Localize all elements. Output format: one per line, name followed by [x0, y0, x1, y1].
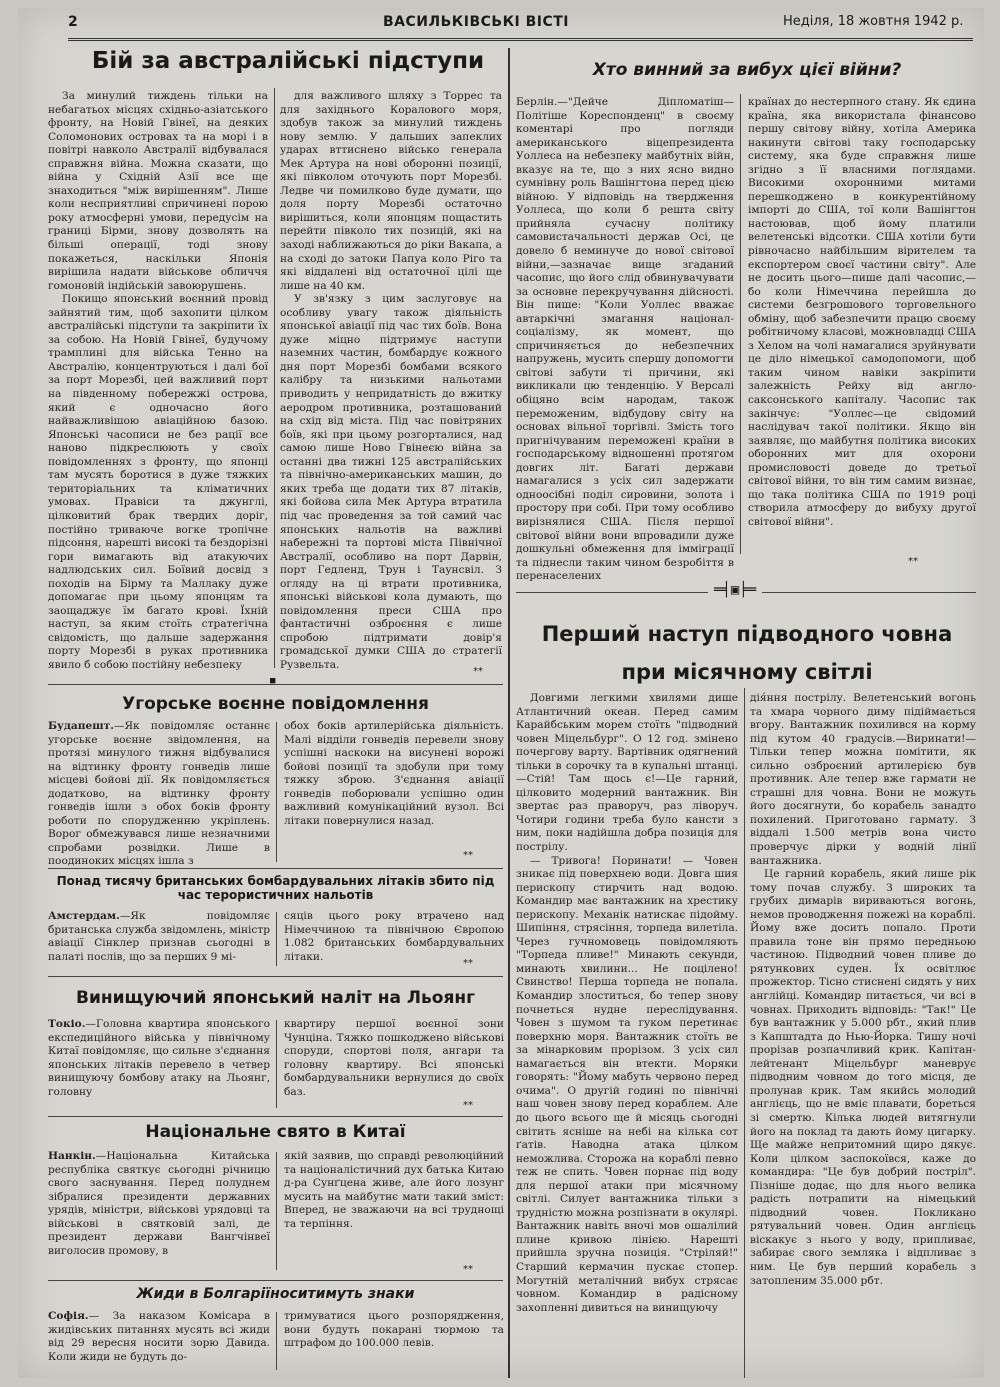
- article-china-col2: якій заявив, що справді революційний та націоналістичний дух батька Китаю д-ра Сунґцена живе, але його лозунг мусить на майбутнє мати такий зміст: Вперед, не зважаючи на всі труднощі та терпіння.: [284, 1150, 504, 1230]
- article-lyoyang-col2: квартиру першої воєнної зони Чунціна. Тяжко пошкоджено військові споруди, спортові поля, ангари та головну квартиру. Всі японські бомбардувальники вернулися до своїх баз.: [284, 1018, 504, 1098]
- column-rule: [276, 912, 277, 966]
- article-submarine-col2: дія́ння пострілу. Велетенський вогонь та хмара чорного диму підіймається вгору. Вантажник похилився на корму під кутом 40 градусів.—Виринати!—Тільки тепер можна помітити, як сильно озброєний артилерією був противник. Але тепер вже гармати не страшні для човна. Вони не можуть його досягнути, бо корабель занадто похилений. Приготовано гармату. З віддалі 1.500 метрів вона чисто проверчує дірки у водній лінії вантажника. Це гарний корабель, який лише рік тому почав службу. З широких та грубих димарів вириваються вогонь, немов проводження пожежі на кораблі. Йому вже досить попало. Проти правила тоне він прямо передньою частиною. Підводний човен пливе до рятункових суден. Їх освітлює прожектор. Тісно стиснені сидять у них англійці. Командир питається, чи всі в човнах. Приходить відповідь: "Так!" Це був вантажник у 5.000 рбт., який плив з Капштадта до Нью-Йорка. Тишу ночі прорізав розпачливий крик. Капітан-лейтенант Міцельбург маневрує підводним човном до того місця, де пролунав крик. Там якийсь молодий англієць, що не вміє плавати, бореться зі смертю. Кілька людей витягнули його на поклад та дають йому цигарку. Ще майже непритомний щиро дякує. Коли цілком заспокоївся, каже до командира: "Це був добрий постріл". Пізніше додає, що для нього велика радість потрапити на німецький підводний човен. Покликано рятувальний човен. Один англієць віскакує з нього у воду, припливає, забирає свого земляка і відпливає з ним. Це був перший корабель з затопленим 35.000 рбт.: [750, 692, 976, 1287]
- end-mark: **: [463, 958, 473, 969]
- newspaper-title: ВАСИЛЬКІВСЬКІ ВІСТІ: [383, 14, 570, 30]
- issue-date: Неділя, 18 жовтня 1942 р.: [783, 14, 964, 29]
- headline-lyoyang: Винищуючий японський наліт на Льоянг: [75, 988, 476, 1008]
- section-rule: [48, 1280, 503, 1281]
- section-rule: [48, 1116, 503, 1117]
- section-rule: [48, 868, 503, 869]
- end-mark: **: [473, 666, 483, 677]
- end-mark: **: [463, 850, 473, 861]
- article-china-col1: Нанкін.—Національна Китайська республіка святкує сьогодні річницю свого заснування. Перед полуднем зібралися президенти державних урядів, міністри, військові урядовці та військові в святковій залі, де президент держави Вангчінвеї виголосив промову, в: [48, 1150, 270, 1257]
- article-who-guilty-col1: Берлін.—"Дейче Діпломатіш—Політіше Кореспонденц" в своєму коментарі про погляди американського віцепрезидента Уоллеса на небезпеку майбутніх війн, вказує на те, що з них ясно видно сумнівну роль Вашінгтона перед цією війною. У відповідь на твердження Уоллеса, що коли б решта світу прийняла сучасну політику самовистачальності держав Осі, це довело б неминуче до нової світової війни,—зазначає вище згаданий часопис, що його слід обвинувачувати за основне перекручування дійсності. Він пише: "Коли Уоллес вважає автаркічні змагання націонал-соціалізму, як момент, що спричиняється до небезпечних напружень, мусить спершу допомогти світові забути ті причини, які викликали цю тенденцію. У Версалі обіцяно всім народам, також переможеним, відбудову світу на основах вільної торгівлі. Змість того пригнічуваним переможені країни в господарському відношенні протягом довгих літ. Багаті держави намагалися з усіх сил задержати одноосібні поділ сировини, золота і простору при собі. При тому особливо вирізнялися США. Після першої світової війни вони впровадили дуже дошкульні обмеження для імміграції та піднесли таким чином безробіття в перенаселених: [516, 96, 734, 583]
- headline-british-bombers: Понад тисячу британських бомбардувальних літаків збито під час терористичних нальотів: [56, 874, 495, 902]
- section-rule: [48, 684, 503, 685]
- article-hungarian-col1: Будапешт.—Як повідомляє останнє угорське воєнне звідомлення, на протязі минулого тижня відбувалися на відтинку фронту гонведів лише місцеві бойові дії. Як повідомляється додатково, на відтинку фронту гонведів ішли з обох боків фронту роботи по спорудженню укріплень. Ворог обмежувався лише незначними спробами розвідки. Лише в поодиноких місцях ішла з: [48, 720, 270, 868]
- article-australia-col2: для важливого шляху з Торрес та для західнього Коралового моря, здобув також за минулий тиждень нову землю. У дальших запеклих ударах вттиснено військо генерала Мек Артура на нові оборонні позиції, які півколом оточують порт Морезбі. Ледве чи помилково буде думати, що доля порту Морезбі остаточно вирішиться, коли японцям пощастить перейти півколо тих позицій, які на заході наближаються до ріки Вакапа, а на сході до затоки Папуа коло Ріго та які віддалені від остаточної цілі ще лише на 40 км. У зв'язку з цим заслуговує на особливу увагу також діяльність японської авіації під час тих боїв. Вона дуже міцно підтримує наступи наземних частин, бомбардує кожного дня порт Морезбі бомбами всякого калібру та низькими нальотами приводить у непридатність до вжитку аеродром противника, розташований на схід від міста. Під час повітряних боїв, які при цьому розгорталися, над самою лише Ново Гвінеєю війна за останні два тижні 125 австралійських та північно-американських машин, до яких треба ще додати тих 87 літаків, які бойова сила Мек Артура втратила під час проведення за той самий час японських нальотів на важливі набережні та портові міста Північної Австралії, особливо на порт Дарвін, порт Гедленд, Трун і Таунсвіл. З огляду на ці втрати противника, японські військові кола думають, що повідомлення преси США про фантастичні озброєння є лише спробою підтримати довір'я громадської думки США до стратегії Рузвельта.: [280, 90, 502, 671]
- column-rule: [276, 1312, 277, 1370]
- headline-submarine-line1: Перший наступ підводного човна: [541, 622, 953, 646]
- column-rule: [276, 1020, 277, 1108]
- headline-submarine-line2: при місячному світлі: [621, 660, 873, 684]
- headline-hungarian: Угорське воєнне повідомлення: [122, 694, 429, 714]
- article-submarine-col1: Довгими легкими хвилями дише Атлантичний океан. Перед самим Карайбським морем стоїть "підводний човен Міцельбург". О 12 год. змінено почергову варту. Вартівник одягнений тільки в сорочку та в купальні штанці.—Стій! Там щось є!—Це гарний, цілковито модерний вантажник. Він звертає раз праворуч, раз ліворуч. Чотири години треба було кансти з ним, поки надійшла добра позиція для пострілу. — Тривога! Поринати! — Човен зникає під поверхнею води. Довга шия перископу стирчить над водою. Командир має вантажник на хрестику перископу. Механік натискає підойму. Шипіння, стрясіння, торпеда вилетіла. Через гучномовець повідомляють "Торпеда пливе!" Минають секунди, минають хвилини... Не поцілено! Свинство! Перша торпеда не попала. Командир злоститься, бо тепер знову почнеться нудне переслідування. Човен з шумом та гуком перетинає поверхню моря. Вантажник стоїть ве за мінарковим прорізом. З усіх сил намагається він втекти. Моряки говорять: "Йому мабуть червоно перед очима". О другій годині по північні наш човен знову перед кораблем. Але до цього всього ще й місяць сьогодні світить ясніше на небі на кілька сот ґатів. Наводна атака цілком неможлива. Сторожа на кораблі певно теж не спить. Човен порнає під воду для першої атаки при місячному світлі. Силует вантажника тільки з трудністю можна розпізнати в окулярі. Вантажник навіть вночі мов ошалілий плине кривою лінією. Нарешті прийшла зручна позиція. "Стріляй!" Старший кермачин пускає стопер. Могутній металічний вибух стрясає човном. Командир в радісному захопленні дивиться на винищуючу: [516, 692, 738, 1314]
- headline-china: Національне свято в Китаї: [145, 1122, 406, 1142]
- end-mark: **: [463, 1264, 473, 1275]
- end-mark: **: [463, 1100, 473, 1111]
- article-bulgaria-col2: тримуватися цього розпорядження, вони будуть покарані тюрмою та штрафом до 100.000 левів.: [284, 1310, 504, 1350]
- section-rule: [48, 976, 503, 977]
- article-hungarian-col2: обох боків артилерійська діяльність. Малі відділи гонведів перевели знову успішні наскоки на висунені ворожі бойові позиції та здобули при тому тяжку зброю. З'єднання авіації гонведів поборювали успішно один важливий комунікаційний вузол. Всі літаки повернулися назад.: [284, 720, 504, 827]
- newspaper-page: [18, 8, 984, 1378]
- masthead-rule: [68, 38, 973, 41]
- column-rule: [744, 688, 745, 1378]
- article-who-guilty-col2: країнах до нестерпного стану. Як єдина країна, яка використала фінансово першу світову війну, хотіла Америка накинути світові таку господарську систему, яка буде справжня лише згідно з її власними поглядами. Високими охоронними митами перешкоджено в конкурентійному імпорті до США, тої коли Вашінгтон настоював, щоб йому платили велетенські відсотки. США хотіли бути рівночасно найбільшим вірителем та експортером своєї частини світу". Але не досить цього—пише далі часопис,—бо коли Німеччина перейшла до системи безгрошового торговельного обміну, щоб забезпечити працю своєму робітничому класові, можновладці США з Хелом на чолі намагалися зруйнувати це діло німецької самодопомоги, щоб таким чином навіки закріпити залежність Рейху від англо-саксонського капіталу. Часопис так закінчує: "Уоллес—це свідомий наслідувач такої політики. Якщо він заявляє, що майбутня політика високих оборонних мит для охорони промисловості доведе до третьої світової війни, то він тим самим визнає, що така політика США по 1919 році створила атмосферу до вибуху другої світової війни".: [748, 96, 976, 528]
- page-number: 2: [68, 14, 78, 30]
- article-british-bombers-col1: Амстердам.—Як повідомляє британська служба звідомлень, міністр авіації Сінклер признав сьогодні в палаті послів, що за перших 9 мі-: [48, 910, 270, 963]
- column-rule: [274, 88, 275, 668]
- column-rule: [740, 94, 741, 554]
- headline-who-guilty: Хто винний за вибух цієї війни?: [592, 60, 902, 80]
- column-rule: [276, 722, 277, 862]
- end-mark: **: [908, 556, 918, 567]
- article-lyoyang-col1: Токіо.—Головна квартира японського експедиційного війська у північному Китаї повідомляє, що сильне з'єднання японських літаків перевело в четвер винищуючу бомбову атаку на Льоянг, головну: [48, 1018, 270, 1098]
- divider-dot: ■: [270, 676, 276, 686]
- headline-bulgaria: Жиди в Болгаріїноситимуть знаки: [136, 1286, 415, 1302]
- headline-australia: Бій за австралійські підступи: [91, 48, 485, 74]
- article-australia-col1: За минулий тиждень тільки на небагатьох місцях східньо-азіатського фронту, на Новій Гвінеї, на деяких Соломонових островах та на морі і в повітрі навколо Австралії відбувалася справжня війна. Можна сказати, що війна у Східній Азії все ще знаходиться "між вирішенням". Лише коли несприятливі спричинені порою року атмосферні умови, передусім на границі Бірми, знову дозволять на більші операції, тоді знову покажеться, наскільки Японія вирішила надати військове обличчя гомоновій індійській завоюрушень. Покищо японський воєнний провід зайнятий тим, щоб захопити цілком австралійські підступи та закріпити їх за собою. На Новій Гвінеї, будучому трамплині для війська Тенно на Австралію, концентруються і далі бої за порт Морезбі, цей важливий порт на південному побережжі острова, який є одночасно його найважливішою авіаційною базою. Японські часописи не без рації все наново підкреслюють у своїх повідомленнях з фронту, що японці там мусять боротися в дуже тяжких територіальних та кліматичних умовах. Правіси та джунглі, цілковитий брак твердих доріг, постійно триваюче вогке тропічне підсоння, нарешті високі та бездорізні гори вимагають від атакуючих надлюдських сил. Боївий досвід з походів на Бірму та Маллаку дуже допомагає при цьому японцям та заощаджує їм багато крові. Їхній наступ, за яким стоїть стратегічна свідомість, що дальше задержання порту Морезбі в руках противника явило б собою постійну небезпеку: [48, 90, 268, 671]
- center-rule: [508, 48, 510, 1378]
- section-divider-ornament: ═╡▣╞═: [708, 582, 762, 598]
- article-bulgaria-col1: Софія.— За наказом Комісара в жидівських питаннях мусять всі жиди від 29 вересня носити зорю Давида. Коли жиди не будуть до-: [48, 1310, 270, 1363]
- column-rule: [276, 1152, 277, 1270]
- article-british-bombers-col2: сяців цього року втрачено над Німеччиною та північною Європою 1.082 британських бомбардувальних літаки.: [284, 910, 504, 963]
